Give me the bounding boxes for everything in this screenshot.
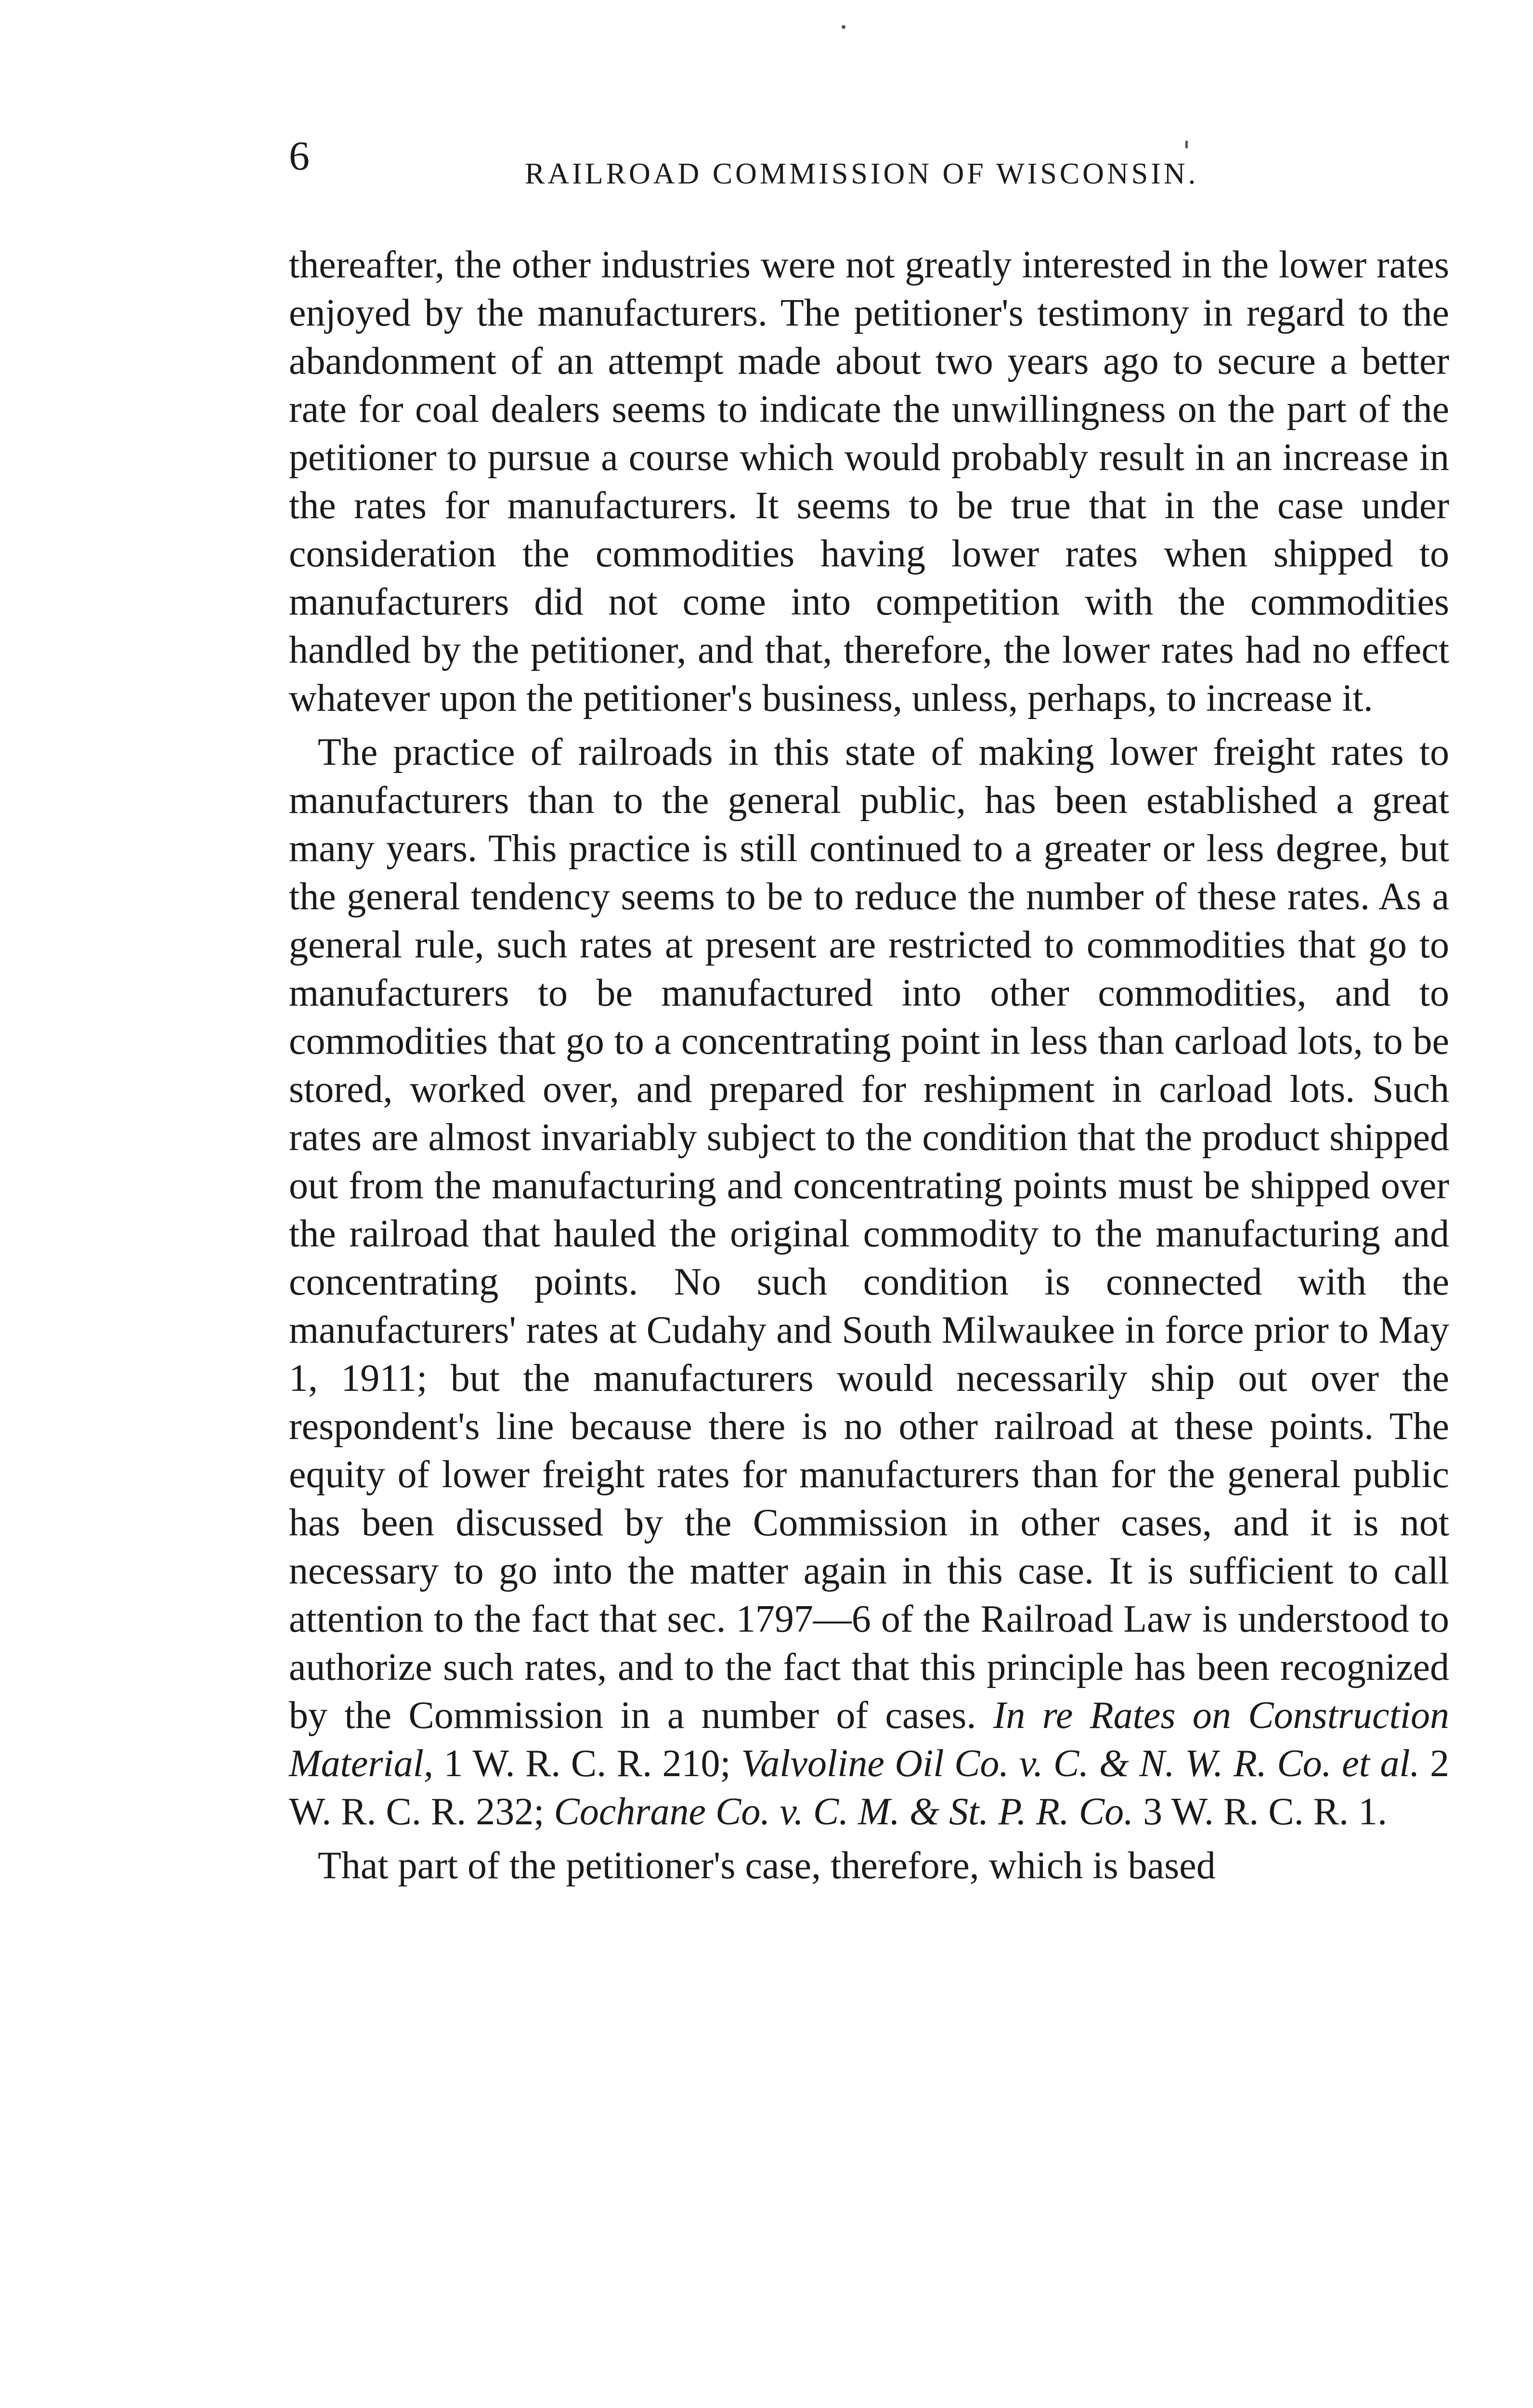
citation-cochrane: Cochrane Co. v. C. M. & St. P. R. Co.: [554, 1791, 1134, 1833]
citation-valvoline: Valvoline Oil Co. v. C. & N. W. R. Co. et al.: [741, 1742, 1420, 1785]
citation-cochrane-ref: 3 W. R. C. R. 1.: [1143, 1791, 1387, 1833]
paragraph-1: thereafter, the other industries were not greatly interested in the lower rates enjoyed by the manufacturers. The petitioner's testimony in regard to the abandonment of an attempt made about two years ago to secure a better rate for coal dealers seems to indicate the unwillingness on the part of the petitioner to pursue a course which would probably result in an increase in the rates for manufacturers. It seems to be true that in the case under consideration the commodities having lower rates when shipped to manufacturers did not come into competition with the commodities handled by the petitioner, and that, therefore, the lower rates had no effect whatever upon the petitioner's business, unless, perhaps, to increase it.: [289, 244, 1449, 720]
body-text: [289, 241, 1449, 1890]
citation-construction-material: In re Rates on Construction Material,: [289, 1694, 1450, 1785]
citation-construction-material-ref: 1 W. R. C. R. 210;: [443, 1742, 731, 1785]
running-head: RAILROAD COMMISSION OF WISCONSIN.: [525, 157, 1199, 190]
paragraph-2-text: The practice of railroads in this state of making lower freight rates to manufacturers than to the general public, has been established a great many years. This practice is still continued to a greater or less degree, but the general tendency seems to be to reduce the number of these rates. As a general rule, such rates at present are restricted to commodities that go to manufacturers to be manufactured into other commodities, and to commodities that go to a concentrating point in less than carload lots, to be stored, worked over, and prepared for reshipment in carload lots. Such rates are almost invariably subject to the condition that the product shipped out from the manufacturing and concentrating points must be shipped over the railroad that hauled the original commodity to the manufacturing and concentrating points. No such condition is connected with the manufacturers' rates at Cudahy and South Milwaukee in force prior to May 1, 1911; but the manufacturers would necessarily ship out over the respondent's line because there is no other railroad at these points. The equity of lower freight rates for manufacturers than for the general public has been discussed by the Commission in other cases, and it is not necessary to go into the matter again in this case. It is sufficient to call attention to the fact that sec. 1797—6 of the Railroad Law is understood to authorize such rates, and to the fact that this principle has been recognized by the Commission in a number of cases.: [289, 731, 1449, 1737]
paragraph-3: That part of the petitioner's case, therefore, which is based: [318, 1845, 1216, 1887]
citation-valvoline-ref: 2 W. R. C. R. 232;: [289, 1742, 1450, 1833]
scan-speck: [842, 25, 845, 29]
scan-speck: [1185, 141, 1188, 148]
paragraph-2: [289, 728, 1449, 1836]
page-number: 6: [289, 132, 310, 179]
